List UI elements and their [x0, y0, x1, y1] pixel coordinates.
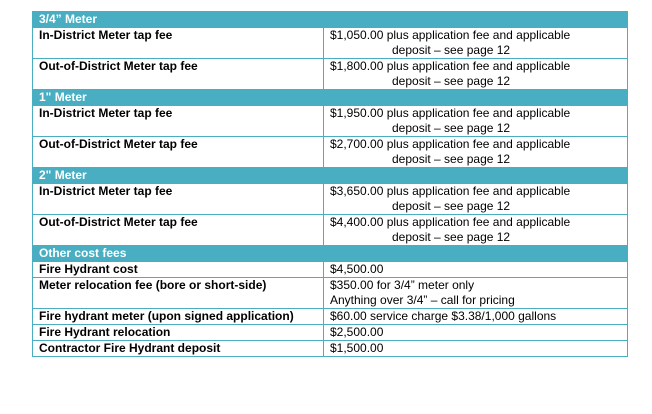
fee-value-cell: [324, 137, 628, 168]
fee-value-cell: [324, 28, 628, 59]
table-row: [33, 106, 628, 137]
fee-label: In-District Meter tap fee: [33, 28, 324, 59]
fee-label: Out-of-District Meter tap fee: [33, 137, 324, 168]
fee-value-continued: deposit – see page 12: [392, 199, 511, 213]
fee-label: Out-of-District Meter tap fee: [33, 215, 324, 246]
section-header-row: [33, 246, 628, 262]
fee-value: $1,800.00 plus application fee and applicable: [330, 59, 571, 73]
section-header: 1" Meter: [33, 90, 628, 106]
section-header-row: [33, 12, 628, 28]
table-row: [33, 325, 628, 341]
fee-value-continued: deposit – see page 12: [392, 43, 511, 57]
fee-label: Fire Hydrant cost: [33, 262, 324, 278]
table-row: [33, 341, 628, 357]
table-row: [33, 184, 628, 215]
fee-label: In-District Meter tap fee: [33, 184, 324, 215]
fee-label: In-District Meter tap fee: [33, 106, 324, 137]
fee-value-cell: [324, 278, 628, 309]
fee-value-continued: Anything over 3/4” – call for pricing: [330, 293, 515, 307]
fee-value: $2,700.00 plus application fee and applicable: [330, 137, 571, 151]
fee-value: $3,650.00 plus application fee and applicable: [330, 184, 571, 198]
fee-value: $2,500.00: [324, 325, 628, 341]
section-header-row: [33, 168, 628, 184]
fee-value: $350.00 for 3/4” meter only: [330, 278, 475, 292]
fee-value-cell: [324, 106, 628, 137]
fee-value-cell: [324, 59, 628, 90]
fee-value-cell: [324, 215, 628, 246]
fee-value-cell: [324, 184, 628, 215]
fee-value: $4,400.00 plus application fee and applicable: [330, 215, 571, 229]
table-row: [33, 262, 628, 278]
fee-label: Fire hydrant meter (upon signed application): [33, 309, 324, 325]
table-row: [33, 278, 628, 309]
section-header-row: [33, 90, 628, 106]
table-row: [33, 59, 628, 90]
section-header: 2" Meter: [33, 168, 628, 184]
fee-label: Meter relocation fee (bore or short-side): [33, 278, 324, 309]
fee-value: $1,500.00: [324, 341, 628, 357]
fee-value: $1,950.00 plus application fee and applicable: [330, 106, 571, 120]
table-row: [33, 137, 628, 168]
fee-value: $60.00 service charge $3.38/1,000 gallons: [324, 309, 628, 325]
fee-table: [32, 11, 628, 357]
fee-value-continued: deposit – see page 12: [392, 152, 511, 166]
fee-value-continued: deposit – see page 12: [392, 121, 511, 135]
fee-label: Fire Hydrant relocation: [33, 325, 324, 341]
section-header: Other cost fees: [33, 246, 628, 262]
fee-label: Contractor Fire Hydrant deposit: [33, 341, 324, 357]
fee-value-continued: deposit – see page 12: [392, 230, 511, 244]
fee-value: $1,050.00 plus application fee and applicable: [330, 28, 571, 42]
table-row: [33, 309, 628, 325]
table-row: [33, 215, 628, 246]
table-row: [33, 28, 628, 59]
fee-label: Out-of-District Meter tap fee: [33, 59, 324, 90]
fee-value: $4,500.00: [324, 262, 628, 278]
section-header: 3/4” Meter: [33, 12, 628, 28]
fee-value-continued: deposit – see page 12: [392, 74, 511, 88]
